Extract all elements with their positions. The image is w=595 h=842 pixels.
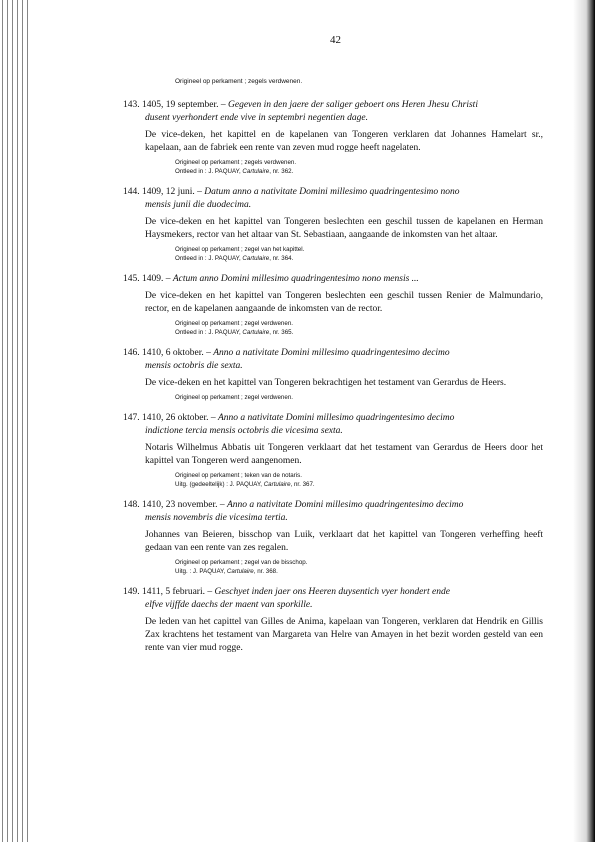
entry-latin-incipit: Datum anno a nativitate Domini millesimo quadringentesimo nono xyxy=(204,187,460,197)
entry-heading xyxy=(123,499,543,525)
entry-list xyxy=(123,99,543,655)
entry-summary: De vice-deken en het kapittel van Tongeren beslechten een geschil tussen Renier de Malmundario, rector, en de kapelanen aangaande de inkomsten van de rector. xyxy=(145,291,543,314)
entry-date: 1409, 12 juni. – xyxy=(142,187,202,197)
entry-latin-incipit: Anno a nativitate Domini millesimo quadringentesimo decimo xyxy=(213,348,450,358)
entry-number: 144. xyxy=(123,187,140,197)
reference-number: , nr. 368. xyxy=(253,568,278,575)
entry-source-note: Origineel op perkament ; zegel van de bisschop. xyxy=(175,559,308,566)
reference-title: Cartulaire xyxy=(263,481,291,488)
entry-notes xyxy=(123,319,543,337)
entry-reference-note xyxy=(175,567,543,576)
entry-number: 145. xyxy=(123,274,140,284)
entry-heading xyxy=(123,186,543,212)
entry-summary: De leden van het capittel van Gilles de Anima, kapelaan van Tongeren, verklaren dat Hendrik en Gillis Zax krachtens het testament van Margareta van Helre van Amayen in het bezit worden gesteld van een rente van vier mud rogge. xyxy=(145,617,543,653)
entry-latin-continuation: mensis octobris die sexta. xyxy=(145,361,243,371)
entry-latin-incipit: Gegeven in den jaere der saliger geboert ons Heren Jhesu Christi xyxy=(228,100,478,110)
document-entry xyxy=(123,586,543,655)
entry-date: 1410, 23 november. – xyxy=(142,500,225,510)
entry-heading xyxy=(123,99,543,125)
entry-reference-note xyxy=(175,254,543,263)
top-note: Origineel op perkament ; zegels verdwenen. xyxy=(175,78,303,85)
entry-reference-note xyxy=(175,328,543,337)
entry-latin-continuation: dusent vyerhondert ende vive in septembri negentien dage. xyxy=(145,113,369,123)
page-number: 42 xyxy=(330,34,341,46)
entry-reference-note xyxy=(175,167,543,176)
entry-date: 1411, 5 februari. – xyxy=(142,587,213,597)
reference-author: Ontleed in : J. PAQUAY, xyxy=(175,168,243,175)
entry-source-note: Origineel op perkament ; teken van de notaris. xyxy=(175,472,302,479)
entry-latin-continuation: mensis novembris die vicesima tertia. xyxy=(145,513,288,523)
entry-latin-incipit: Actum anno Domini millesimo quadringentesimo nono mensis ... xyxy=(172,274,419,284)
reference-author: Ontleed in : J. PAQUAY, xyxy=(175,329,243,336)
entry-heading xyxy=(123,273,543,286)
reference-title: Cartulaire xyxy=(226,568,254,575)
reference-author: Uitg. : J. PAQUAY, xyxy=(175,568,227,575)
page-edge-left xyxy=(0,0,30,842)
reference-author: Ontleed in : J. PAQUAY, xyxy=(175,255,243,262)
entry-notes xyxy=(123,245,543,263)
entry-summary: De vice-deken en het kapittel van Tongeren beslechten een geschil tussen de kapelanen en Herman Haysmekers, rector van het altaar van St. Sebastiaan, aangaande de inkomsten van het altaar. xyxy=(145,217,543,240)
entry-date: 1410, 6 oktober. – xyxy=(142,348,211,358)
document-entry xyxy=(123,186,543,263)
document-entry xyxy=(123,347,543,402)
reference-number: , nr. 364. xyxy=(269,255,294,262)
entry-latin-continuation: elfve vijffde daechs der maent van sporkille. xyxy=(145,600,313,610)
entry-summary: De vice-deken, het kapittel en de kapelanen van Tongeren verklaren dat Johannes Hamelart sr., kapelaan, aan de fabriek een rente van zeven mud rogge heeft nagelaten. xyxy=(145,130,543,153)
entry-number: 148. xyxy=(123,500,140,510)
entry-heading xyxy=(123,412,543,438)
entry-source-note: Origineel op perkament ; zegels verdwenen. xyxy=(175,159,297,166)
entry-summary: De vice-deken en het kapittel van Tongeren bekrachtigen het testament van Gerardus de Heers. xyxy=(145,378,507,388)
reference-author: Uitg. (gedeeltelijk) : J. PAQUAY, xyxy=(175,481,264,488)
page-edge-right xyxy=(573,0,595,842)
entry-source-note: Origineel op perkament ; zegel verdwenen. xyxy=(175,320,293,327)
entry-heading xyxy=(123,347,543,373)
entry-notes xyxy=(123,393,543,402)
entry-summary: Johannes van Beieren, bisschop van Luik, verklaart dat het kapittel van Tongeren verheffing heeft gedaan van een rente van zes regalen. xyxy=(145,530,543,553)
entry-date: 1409. – xyxy=(142,274,171,284)
entry-notes xyxy=(123,158,543,176)
entry-latin-continuation: mensis junii die duodecima. xyxy=(145,200,252,210)
reference-number: , nr. 367. xyxy=(290,481,315,488)
entry-number: 149. xyxy=(123,587,140,597)
entry-latin-incipit: Anno a nativitate Domini millesimo quadringentesimo decimo xyxy=(218,413,455,423)
entry-latin-incipit: Anno a nativitate Domini millesimo quadringentesimo decimo xyxy=(226,500,464,510)
entry-source-note: Origineel op perkament ; zegel van het kapittel. xyxy=(175,246,305,253)
reference-title: Cartulaire xyxy=(242,329,270,336)
entry-source-note: Origineel op perkament ; zegel verdwenen. xyxy=(175,394,293,401)
entry-number: 146. xyxy=(123,348,140,358)
reference-title: Cartulaire xyxy=(242,168,270,175)
document-entry xyxy=(123,99,543,176)
entry-date: 1405, 19 september. – xyxy=(142,100,226,110)
entry-number: 143. xyxy=(123,100,140,110)
reference-title: Cartulaire xyxy=(242,255,270,262)
entry-latin-continuation: indictione tercia mensis octobris die vicesima sexta. xyxy=(145,426,343,436)
reference-number: , nr. 362. xyxy=(269,168,294,175)
document-entry xyxy=(123,412,543,489)
entry-latin-incipit: Geschyet inden jaer ons Heeren duysentich vyer hondert ende xyxy=(214,587,450,597)
entry-reference-note xyxy=(175,480,543,489)
reference-number: , nr. 365. xyxy=(269,329,294,336)
entry-number: 147. xyxy=(123,413,140,423)
entry-notes xyxy=(123,471,543,489)
entry-heading xyxy=(123,586,543,612)
document-entry xyxy=(123,273,543,337)
entry-summary: Notaris Wilhelmus Abbatis uit Tongeren verklaart dat het testament van Gerardus de Heers door het kapittel van Tongeren werd aangenomen. xyxy=(145,443,543,466)
document-body xyxy=(123,78,543,665)
document-entry xyxy=(123,499,543,576)
entry-notes xyxy=(123,558,543,576)
entry-date: 1410, 26 oktober. – xyxy=(142,413,216,423)
